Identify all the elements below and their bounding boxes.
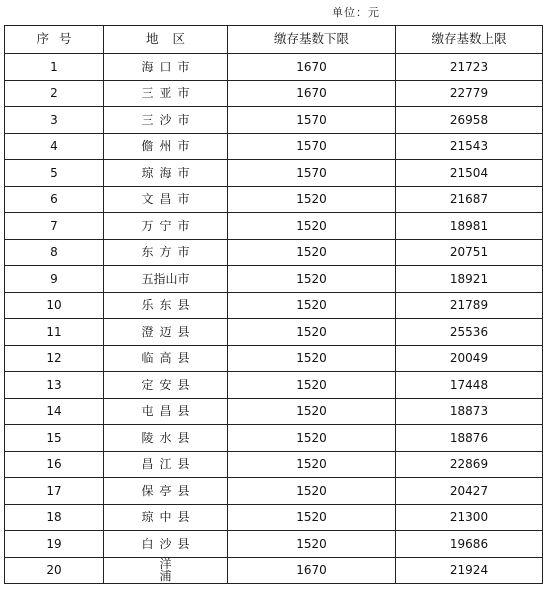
row-lower-limit: 1570 [228, 160, 396, 187]
row-index: 4 [5, 133, 104, 160]
row-region: 琼中县 [104, 504, 228, 531]
row-index: 20 [5, 557, 104, 584]
row-lower-limit: 1520 [228, 319, 396, 346]
row-upper-limit: 25536 [396, 319, 543, 346]
row-lower-limit: 1520 [228, 345, 396, 372]
row-lower-limit: 1520 [228, 504, 396, 531]
row-index: 18 [5, 504, 104, 531]
row-upper-limit: 21723 [396, 54, 543, 81]
row-index: 12 [5, 345, 104, 372]
table-row [5, 372, 543, 399]
row-index: 13 [5, 372, 104, 399]
row-region: 乐东县 [104, 292, 228, 319]
table-row [5, 239, 543, 266]
header-region: 地区 [104, 26, 228, 54]
row-lower-limit: 1520 [228, 372, 396, 399]
table-row [5, 504, 543, 531]
row-index: 15 [5, 425, 104, 452]
row-index: 16 [5, 451, 104, 478]
row-lower-limit: 1520 [228, 292, 396, 319]
row-region: 三沙市 [104, 107, 228, 134]
row-upper-limit: 21300 [396, 504, 543, 531]
row-index: 9 [5, 266, 104, 293]
row-upper-limit: 18876 [396, 425, 543, 452]
row-lower-limit: 1520 [228, 186, 396, 213]
table-row [5, 451, 543, 478]
row-region: 儋州市 [104, 133, 228, 160]
contribution-base-table [4, 25, 543, 584]
row-index: 7 [5, 213, 104, 240]
row-index: 5 [5, 160, 104, 187]
table-row [5, 133, 543, 160]
unit-label: 单位：元 [332, 6, 380, 19]
row-upper-limit: 21504 [396, 160, 543, 187]
table-row [5, 213, 543, 240]
row-region: 海口市 [104, 54, 228, 81]
row-index: 14 [5, 398, 104, 425]
table-row [5, 54, 543, 81]
header-lower-limit: 缴存基数下限 [228, 26, 396, 54]
row-region: 三亚市 [104, 80, 228, 107]
row-upper-limit: 18921 [396, 266, 543, 293]
row-region: 琼海市 [104, 160, 228, 187]
row-upper-limit: 20049 [396, 345, 543, 372]
row-index: 3 [5, 107, 104, 134]
table-row [5, 557, 543, 584]
row-index: 1 [5, 54, 104, 81]
table-row [5, 345, 543, 372]
table-row [5, 531, 543, 558]
row-upper-limit: 26958 [396, 107, 543, 134]
row-lower-limit: 1520 [228, 239, 396, 266]
row-region: 屯昌县 [104, 398, 228, 425]
row-region: 定安县 [104, 372, 228, 399]
row-upper-limit: 19686 [396, 531, 543, 558]
table-header-row [5, 26, 543, 54]
row-region: 陵水县 [104, 425, 228, 452]
row-index: 10 [5, 292, 104, 319]
table-row [5, 160, 543, 187]
row-index: 19 [5, 531, 104, 558]
row-upper-limit: 17448 [396, 372, 543, 399]
row-region: 昌江县 [104, 451, 228, 478]
row-lower-limit: 1520 [228, 531, 396, 558]
table-row [5, 107, 543, 134]
row-lower-limit: 1520 [228, 213, 396, 240]
row-index: 11 [5, 319, 104, 346]
row-lower-limit: 1570 [228, 107, 396, 134]
row-upper-limit: 18981 [396, 213, 543, 240]
row-upper-limit: 21543 [396, 133, 543, 160]
row-index: 6 [5, 186, 104, 213]
row-upper-limit: 21687 [396, 186, 543, 213]
row-index: 17 [5, 478, 104, 505]
row-upper-limit: 21924 [396, 557, 543, 584]
row-lower-limit: 1670 [228, 54, 396, 81]
row-region: 白沙县 [104, 531, 228, 558]
row-lower-limit: 1520 [228, 266, 396, 293]
row-upper-limit: 18873 [396, 398, 543, 425]
table-row [5, 266, 543, 293]
row-region: 洋浦 [104, 557, 228, 584]
row-upper-limit: 20427 [396, 478, 543, 505]
row-lower-limit: 1570 [228, 133, 396, 160]
row-region: 五指山市 [104, 266, 228, 293]
row-upper-limit: 22869 [396, 451, 543, 478]
table-row [5, 398, 543, 425]
row-index: 2 [5, 80, 104, 107]
row-region: 东方市 [104, 239, 228, 266]
table-row [5, 80, 543, 107]
row-region: 万宁市 [104, 213, 228, 240]
table-row [5, 478, 543, 505]
row-index: 8 [5, 239, 104, 266]
row-region: 临高县 [104, 345, 228, 372]
table-row [5, 425, 543, 452]
row-lower-limit: 1670 [228, 557, 396, 584]
table-row [5, 292, 543, 319]
row-upper-limit: 20751 [396, 239, 543, 266]
row-region: 澄迈县 [104, 319, 228, 346]
table-row [5, 319, 543, 346]
row-region: 文昌市 [104, 186, 228, 213]
row-lower-limit: 1670 [228, 80, 396, 107]
row-upper-limit: 22779 [396, 80, 543, 107]
header-index: 序号 [5, 26, 104, 54]
row-lower-limit: 1520 [228, 451, 396, 478]
row-lower-limit: 1520 [228, 425, 396, 452]
row-lower-limit: 1520 [228, 478, 396, 505]
header-upper-limit: 缴存基数上限 [396, 26, 543, 54]
row-upper-limit: 21789 [396, 292, 543, 319]
table-row [5, 186, 543, 213]
row-region: 保亭县 [104, 478, 228, 505]
row-lower-limit: 1520 [228, 398, 396, 425]
